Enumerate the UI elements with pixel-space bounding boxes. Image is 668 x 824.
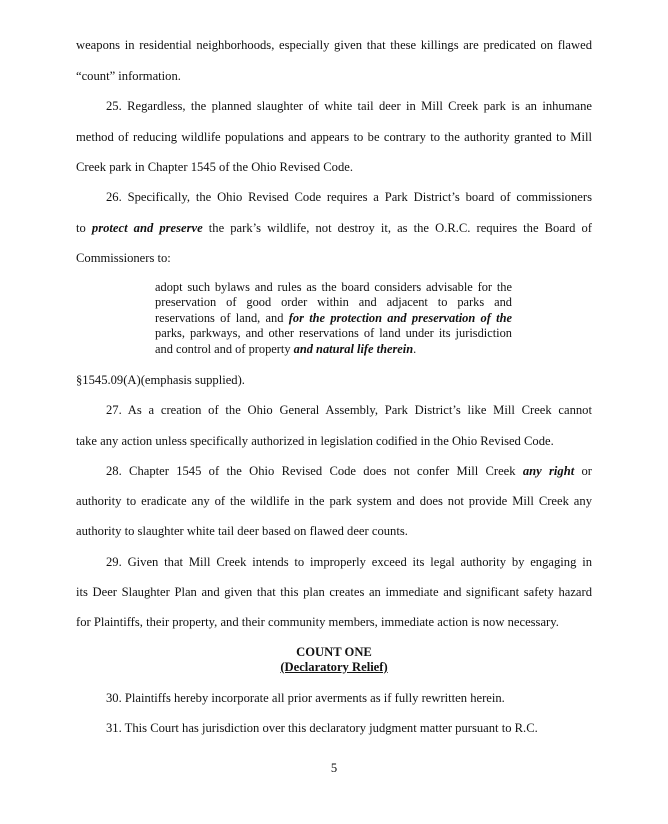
text-run: or	[574, 464, 592, 478]
text-run: reservations of land, and	[155, 311, 289, 325]
text-line: authority to slaughter white tail deer based on flawed deer counts.	[76, 524, 408, 538]
block-quote-line	[155, 311, 512, 327]
paragraph-number: 29.	[106, 555, 122, 569]
text-line: Commissioners to:	[76, 251, 171, 265]
text-run: This Court has jurisdiction over this declaratory judgment matter pursuant to R.C.	[124, 721, 538, 735]
emphasis-text: any right	[522, 464, 575, 478]
citation-line: §1545.09(A)(emphasis supplied).	[76, 373, 245, 387]
text-run: Plaintiffs hereby incorporate all prior averments as if fully rewritten herein.	[124, 691, 505, 705]
text-line: Creek park in Chapter 1545 of the Ohio Revised Code.	[76, 160, 354, 174]
text-run: Specifically, the Ohio Revised Code requires a Park District’s board of commissioners	[127, 190, 592, 204]
paragraph-number: 26.	[106, 190, 122, 204]
paragraph-number: 27.	[106, 403, 122, 417]
text-run: to	[76, 221, 92, 235]
paragraph-28-first-line	[106, 463, 592, 479]
paragraph-27-first-line	[106, 402, 592, 418]
text-line: method of reducing wildlife populations and appears to be contrary to the authority granted to Mill	[76, 130, 592, 144]
paragraph-number: 31.	[106, 721, 122, 735]
text-line	[76, 220, 592, 236]
section-subheading: (Declaratory Relief)	[280, 660, 388, 674]
block-quote-line: parks, parkways, and other reservations of land under its jurisdiction	[155, 326, 512, 340]
paragraph-number: 30.	[106, 691, 122, 705]
block-quote-line: adopt such bylaws and rules as the board considers advisable for the	[155, 280, 512, 294]
text-line: weapons in residential neighborhoods, especially given that these killings are predicated on flawed	[76, 38, 592, 52]
block-quote-line	[155, 342, 512, 358]
paragraph-31-first-line	[106, 720, 592, 736]
text-run: and control and of property	[155, 342, 294, 356]
emphasis-text: protect and preserve	[91, 221, 203, 235]
text-line: take any action unless specifically authorized in legislation codified in the Ohio Revised Code.	[76, 434, 554, 448]
paragraph-number: 28.	[106, 464, 122, 478]
text-run: Regardless, the planned slaughter of white tail deer in Mill Creek park is an inhumane	[127, 99, 592, 113]
text-line: authority to eradicate any of the wildlife in the park system and does not provide Mill Creek any	[76, 494, 592, 508]
text-line: for Plaintiffs, their property, and their community members, immediate action is now necessary.	[76, 615, 559, 629]
paragraph-25-first-line	[106, 98, 592, 114]
block-quote-line: preservation of good order within and adjacent to parks and	[155, 295, 512, 309]
paragraph-30-line	[106, 690, 592, 706]
text-run: Chapter 1545 of the Ohio Revised Code does not confer Mill Creek	[129, 464, 523, 478]
section-heading: COUNT ONE	[296, 645, 372, 659]
text-run: .	[413, 342, 417, 356]
text-run: the park’s wildlife, not destroy it, as the O.R.C. requires the Board of	[202, 221, 592, 235]
emphasis-text: and natural life therein	[293, 342, 414, 356]
text-line: its Deer Slaughter Plan and given that this plan creates an immediate and significant safety hazard	[76, 585, 592, 599]
text-run: As a creation of the Ohio General Assembly, Park District’s like Mill Creek cannot	[127, 403, 592, 417]
paragraph-26-first-line	[106, 189, 592, 205]
text-line: “count” information.	[76, 69, 181, 83]
paragraph-29-first-line	[106, 554, 592, 570]
emphasis-text: for the protection and preservation of the	[288, 311, 513, 325]
text-run: Given that Mill Creek intends to improperly exceed its legal authority by engaging in	[127, 555, 592, 569]
page-number: 5	[330, 761, 338, 775]
paragraph-number: 25.	[106, 99, 122, 113]
